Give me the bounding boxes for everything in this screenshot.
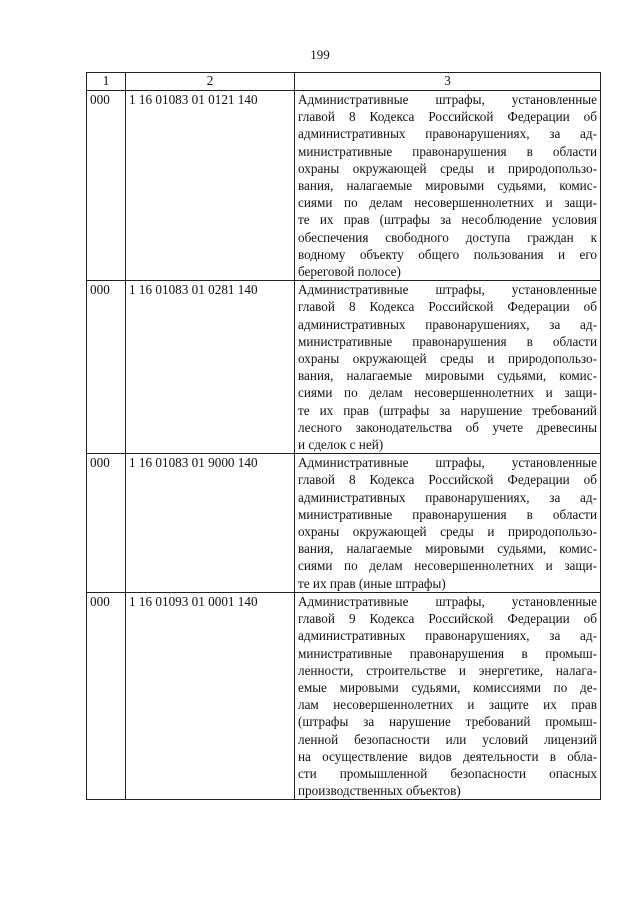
description-line: Административные штрафы, установленные — [298, 282, 597, 298]
description-line: административных правонарушениях, за ад- — [298, 316, 597, 332]
budget-codes-table — [86, 72, 601, 800]
description-line: береговой полосе) — [298, 264, 401, 280]
budget-classification-code-cell: 1 16 01083 01 0281 140 — [126, 281, 295, 454]
description-line: те их прав (штрафы за несоблюдение условия — [298, 212, 597, 228]
description-line: ленной безопасности или условий лицензий — [298, 731, 597, 747]
description-line: вания, налагаемые мировыми судьями, комис- — [298, 178, 597, 194]
description-line: министративные правонарушения в области — [298, 333, 597, 349]
revenue-description-cell — [295, 281, 601, 454]
admin-code-cell: 000 — [87, 91, 126, 281]
description-line: сиями по делам несовершеннолетних и защи- — [298, 195, 597, 211]
description-line: водному объекту общего пользования и его — [298, 246, 597, 262]
table-body — [87, 91, 601, 800]
column-header-1: 1 — [87, 73, 126, 91]
description-line: ленности, строительстве и энергетике, налага- — [298, 662, 597, 678]
description-line: административных правонарушениях, за ад- — [298, 489, 597, 505]
description-line: министративные правонарушения в области — [298, 143, 597, 159]
description-line: емые мировыми судьями, комиссиями по де- — [298, 679, 597, 695]
revenue-description-cell — [295, 91, 601, 281]
description-line: административных правонарушениях, за ад- — [298, 628, 597, 644]
budget-classification-code-cell: 1 16 01083 01 0121 140 — [126, 91, 295, 281]
table-row — [87, 592, 601, 799]
description-line: Административные штрафы, установленные — [298, 593, 597, 609]
column-header-3: 3 — [295, 73, 601, 91]
description-line: производственных объектов) — [298, 783, 461, 799]
page-number: 199 — [310, 47, 330, 62]
description-line: вания, налагаемые мировыми судьями, комис- — [298, 541, 597, 557]
description-line: лам несовершеннолетних и защите их прав — [298, 697, 597, 713]
description-line: охраны окружающей среды и природопользо- — [298, 160, 597, 176]
description-line: те их прав (штрафы за нарушение требований — [298, 402, 597, 418]
description-line: сиями по делам несовершеннолетних и защи- — [298, 385, 597, 401]
description-line: те их прав (иные штрафы) — [298, 575, 446, 591]
description-line: сиями по делам несовершеннолетних и защи- — [298, 558, 597, 574]
description-line: Административные штрафы, установленные — [298, 455, 597, 471]
description-line: главой 9 Кодекса Российской Федерации об — [298, 611, 597, 627]
admin-code-cell: 000 — [87, 454, 126, 593]
description-line: административных правонарушениях, за ад- — [298, 126, 597, 142]
description-line: (штрафы за нарушение требований промыш- — [298, 714, 597, 730]
description-line: главой 8 Кодекса Российской Федерации об — [298, 299, 597, 315]
description-line: лесного законодательства об учете древесины — [298, 419, 597, 435]
description-line: главой 8 Кодекса Российской Федерации об — [298, 472, 597, 488]
table-row — [87, 91, 601, 281]
table-header-row — [87, 73, 601, 91]
revenue-description-cell — [295, 592, 601, 799]
description-line: главой 8 Кодекса Российской Федерации об — [298, 109, 597, 125]
table-row — [87, 454, 601, 593]
admin-code-cell: 000 — [87, 592, 126, 799]
description-line: охраны окружающей среды и природопользо- — [298, 524, 597, 540]
revenue-description-cell — [295, 454, 601, 593]
description-line: министративные правонарушения в области — [298, 506, 597, 522]
description-line: обеспечения свободного доступа граждан к — [298, 229, 597, 245]
table-row — [87, 281, 601, 454]
description-line: охраны окружающей среды и природопользо- — [298, 351, 597, 367]
description-line: вания, налагаемые мировыми судьями, комис- — [298, 368, 597, 384]
admin-code-cell: 000 — [87, 281, 126, 454]
description-line: Административные штрафы, установленные — [298, 92, 597, 107]
description-line: и сделок с ней) — [298, 437, 384, 453]
budget-classification-code-cell: 1 16 01083 01 9000 140 — [126, 454, 295, 593]
description-line: на осуществление видов деятельности в обла- — [298, 748, 597, 764]
column-header-2: 2 — [126, 73, 295, 91]
budget-classification-code-cell: 1 16 01093 01 0001 140 — [126, 592, 295, 799]
description-line: министративные правонарушения в промыш- — [298, 645, 597, 661]
description-line: сти промышленной безопасности опасных — [298, 765, 597, 781]
